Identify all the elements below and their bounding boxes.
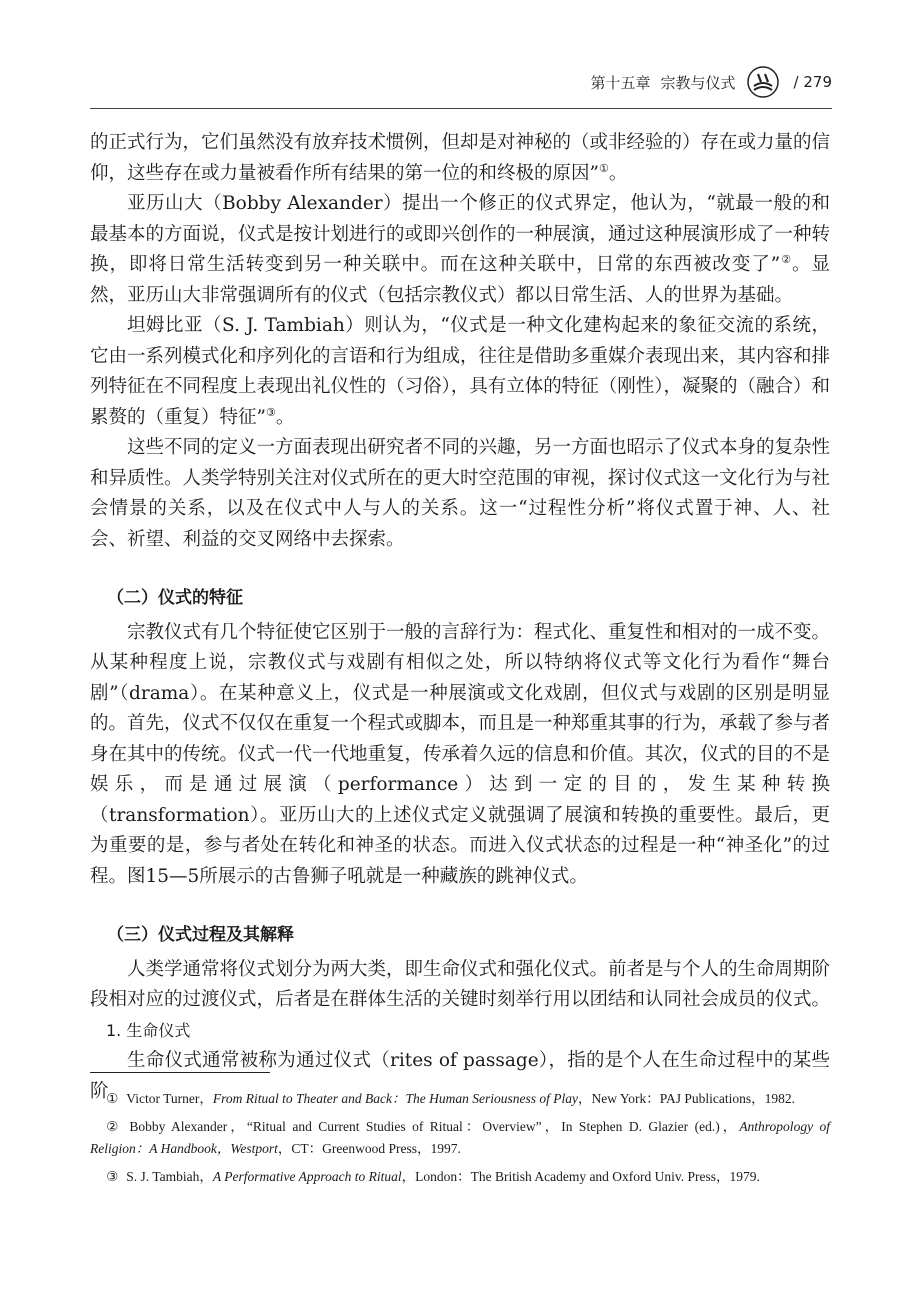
book-wave-logo-icon	[746, 65, 780, 99]
page-number: / 279	[793, 73, 832, 91]
footnote-ref-1[interactable]: ①	[598, 161, 609, 175]
paragraph-4: 这些不同的定义一方面表现出研究者不同的兴趣，另一方面也昭示了仪式本身的复杂性和异质性。人类学特别关注对仪式所在的更大时空范围的审视，探讨仪式这一文化行为与社会情景的关系，以及在仪式中人与人的关系。这一“过程性分析”将仪式置于神、人、社会、祈望、利益的交叉网络中去探索。	[90, 437, 831, 550]
section-heading-2: （二）仪式的特征	[107, 588, 243, 608]
main-text	[90, 128, 830, 1107]
footnote-rule	[90, 1072, 270, 1073]
paragraph-7: 生命仪式通常被称为通过仪式（rites of passage），指的是个人在生命过程中的某些阶	[90, 1050, 830, 1102]
paragraph-2: 亚历山大（Bobby Alexander）提出一个修正的仪式界定，他认为，“就最一般的和最基本的方面说，仪式是按计划进行的或即兴创作的一种展演，通过这种展演形成了一种转换，即将日常生活转变到另一种关联中。而在这种关联中，日常的东西被改变了”②。显然，亚历山大非常强调所有的仪式（包括宗教仪式）都以日常生活、人的世界为基础。	[90, 193, 831, 306]
paragraph-6: 人类学通常将仪式划分为两大类，即生命仪式和强化仪式。前者是与个人的生命周期阶段相对应的过渡仪式，后者是在群体生活的关键时刻举行用以团结和认同社会成员的仪式。	[90, 958, 831, 1010]
header-rule	[90, 108, 832, 109]
footnote-3: ③ S. J. Tambiah，A Performative Approach to Ritual，London：The British Academy and Oxford Univ. Press，1979.	[106, 1169, 760, 1184]
footnote-ref-2[interactable]: ②	[780, 252, 793, 266]
footnotes	[90, 1088, 830, 1194]
paragraph-5: 宗教仪式有几个特征使它区别于一般的言辞行为：程式化、重复性和相对的一成不变。从某种程度上说，宗教仪式与戏剧有相似之处，所以特纳将仪式等文化行为看作“舞台剧”（drama）。在某种意义上，仪式是一种展演或文化戏剧，但仪式与戏剧的区别是明显的。首先，仪式不仅仅在重复一个程式或脚本，而且是一种郑重其事的行为，承载了参与者身在其中的传统。仪式一代一代地重复，传承着久远的信息和价值。其次，仪式的目的不是娱乐，而是通过展演（performance）达到一定的目的，发生某种转换（transformation）。亚历山大的上述仪式定义就强调了展演和转换的重要性。最后，更为重要的是，参与者处在转化和神圣的状态。而进入仪式状态的过程是一种“神圣化”的过程。图15—5所展示的古鲁狮子吼就是一种藏族的跳神仪式。	[90, 621, 831, 887]
paragraph-1: 的正式行为，它们虽然没有放弃技术惯例，但却是对神秘的（或非经验的）存在或力量的信仰，这些存在或力量被看作所有结果的第一位的和终极的原因”①。	[90, 132, 831, 184]
section-heading-3: （三）仪式过程及其解释	[107, 925, 294, 945]
running-header	[591, 62, 832, 102]
chapter-number: 第十五章	[590, 73, 651, 92]
footnote-2: ② Bobby Alexander，“Ritual and Current Studies of Ritual：Overview”，In Stephen D. Glazier (ed.)，Anthropology of Religion：A Handbook，Westport，CT：Greenwood Press，1997.	[90, 1119, 830, 1156]
footnote-1: ① Victor Turner，From Ritual to Theater and Back：The Human Seriousness of Play，New York：PAJ Publications，1982.	[106, 1091, 795, 1106]
subsection-heading-1: 1. 生命仪式	[106, 1020, 191, 1040]
paragraph-3: 坦姆比亚（S. J. Tambiah）则认为，“仪式是一种文化建构起来的象征交流的系统，它由一系列模式化和序列化的言语和行为组成，往往是借助多重媒介表现出来，其内容和排列特征在不同程度上表现出礼仪性的（习俗），具有立体的特征（刚性），凝聚的（融合）和累赘的（重复）特征”③。	[90, 315, 831, 428]
footnote-ref-3[interactable]: ③	[265, 405, 276, 419]
chapter-title: 宗教与仪式	[660, 73, 736, 92]
